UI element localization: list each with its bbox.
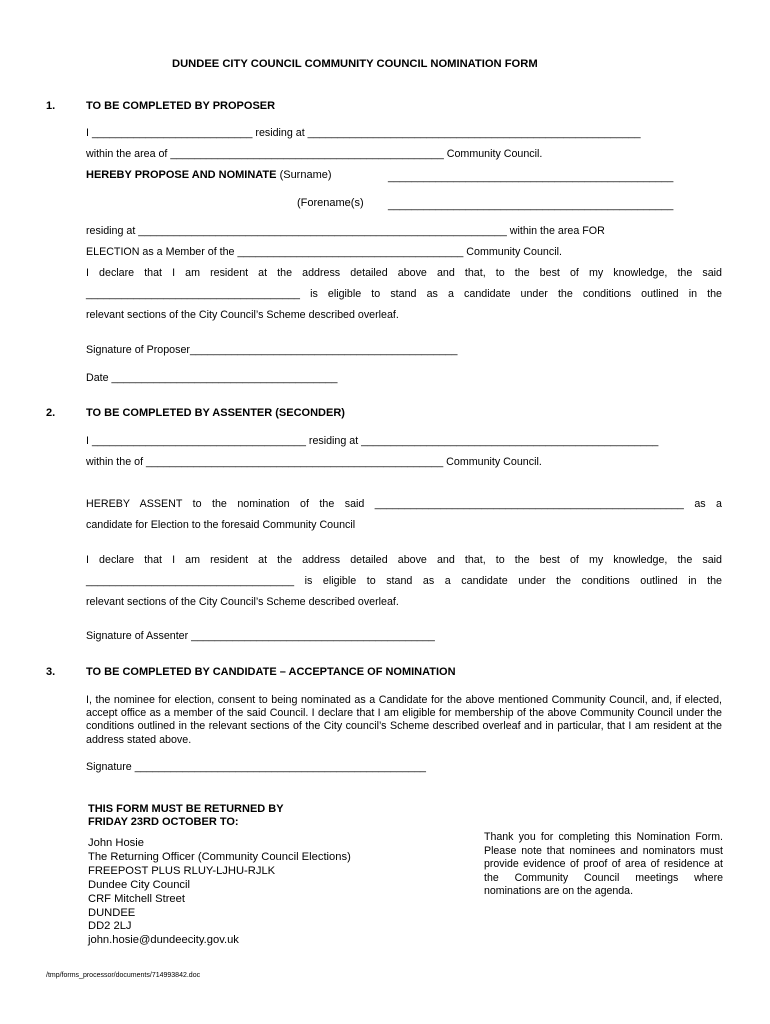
section-2-number: 2. [46,407,56,419]
assenter-declaration-line-2[interactable]: ___________________________________ is eligible to stand as a candidate under the conditions outlined in the [86,575,722,587]
address-line: DUNDEE [88,906,136,919]
candidate-signature-field[interactable]: Signature _________________________________________________ [86,761,426,773]
section-1-heading: TO BE COMPLETED BY PROPOSER [86,100,276,112]
assenter-name-line[interactable]: I ____________________________________ residing at __________________________________________________ [86,435,659,447]
proposer-date-field[interactable]: Date ______________________________________ [86,372,338,384]
contact-email[interactable]: john.hosie@dundeecity.gov.uk [88,934,239,947]
proposer-declaration-line-2[interactable]: ____________________________________ is eligible to stand as a candidate under the conditions outlined in the [86,288,722,300]
section-2-heading: TO BE COMPLETED BY ASSENTER (SECONDER) [86,407,345,419]
address-line: DD2 2LJ [88,920,132,933]
return-address [88,837,351,948]
section-1-number: 1. [46,100,56,112]
assenter-area-line[interactable]: within the of __________________________________________________ Community Council. [86,456,542,468]
nominee-surname-field[interactable]: ________________________________________________ [388,171,674,183]
propose-nominate-bold: HEREBY PROPOSE AND NOMINATE [86,169,277,181]
election-member-line[interactable]: ELECTION as a Member of the ______________________________________ Community Council. [86,246,562,258]
proposer-signature-field[interactable]: Signature of Proposer_____________________________________________ [86,344,458,356]
form-title: DUNDEE CITY COUNCIL COMMUNITY COUNCIL NOMINATION FORM [172,58,538,70]
proposer-area-line[interactable]: within the area of ______________________________________________ Community Council. [86,148,543,160]
address-line: Dundee City Council [88,878,190,891]
section-3-heading: TO BE COMPLETED BY CANDIDATE – ACCEPTANCE OF NOMINATION [86,666,456,678]
assenter-declaration-line-3: relevant sections of the City Council’s Scheme described overleaf. [86,596,399,608]
address-line: John Hosie [88,837,144,849]
document-path-footer: /tmp/forms_processor/documents/714993842.doc [46,972,201,979]
nominee-forename-field[interactable]: ________________________________________________ [388,199,674,211]
propose-nominate-label [86,169,332,182]
thank-you-note: Thank you for completing this Nomination Form. Please note that nominees and nominators must provide evidence of proof of area of residence at the Community Council meetings where nominations are on the agenda. [484,831,723,898]
forename-label: (Forename(s) [297,197,364,209]
proposer-name-line[interactable]: I ___________________________ residing at ________________________________________________________ [86,127,641,139]
address-line: The Returning Officer (Community Council Elections) [88,850,351,863]
proposer-declaration-line-1: I declare that I am resident at the address detailed above and that, to the best of my knowledge, the said [86,267,722,279]
nominee-residing-line[interactable]: residing at ______________________________________________________________ within the area FOR [86,225,605,237]
return-notice-line-1: THIS FORM MUST BE RETURNED BY [88,803,284,815]
address-line: CRF Mitchell Street [88,892,185,905]
address-line: FREEPOST PLUS RLUY-LJHU-RJLK [88,864,276,877]
assent-line-1[interactable]: HEREBY ASSENT to the nomination of the said ____________________________________________________ as a [86,498,722,510]
assenter-declaration-line-1: I declare that I am resident at the address detailed above and that, to the best of my knowledge, the said [86,554,722,566]
surname-label: (Surname) [279,169,332,181]
assenter-signature-field[interactable]: Signature of Assenter _________________________________________ [86,630,435,642]
assent-line-2: candidate for Election to the foresaid Community Council [86,519,356,531]
candidate-acceptance-paragraph: I, the nominee for election, consent to being nominated as a Candidate for the above mentioned Community Council, and, if elected, accept office as a member of the said Council. I declare that I am eligible for membership of the above Community Council under the conditions outlined in the relevant sections of the City council’s Scheme described overleaf and in particular, that I am resident at the address stated above. [86,694,722,746]
section-3-number: 3. [46,666,56,678]
return-notice-line-2: FRIDAY 23RD OCTOBER TO: [88,816,239,828]
proposer-declaration-line-3: relevant sections of the City Council’s Scheme described overleaf. [86,309,399,321]
